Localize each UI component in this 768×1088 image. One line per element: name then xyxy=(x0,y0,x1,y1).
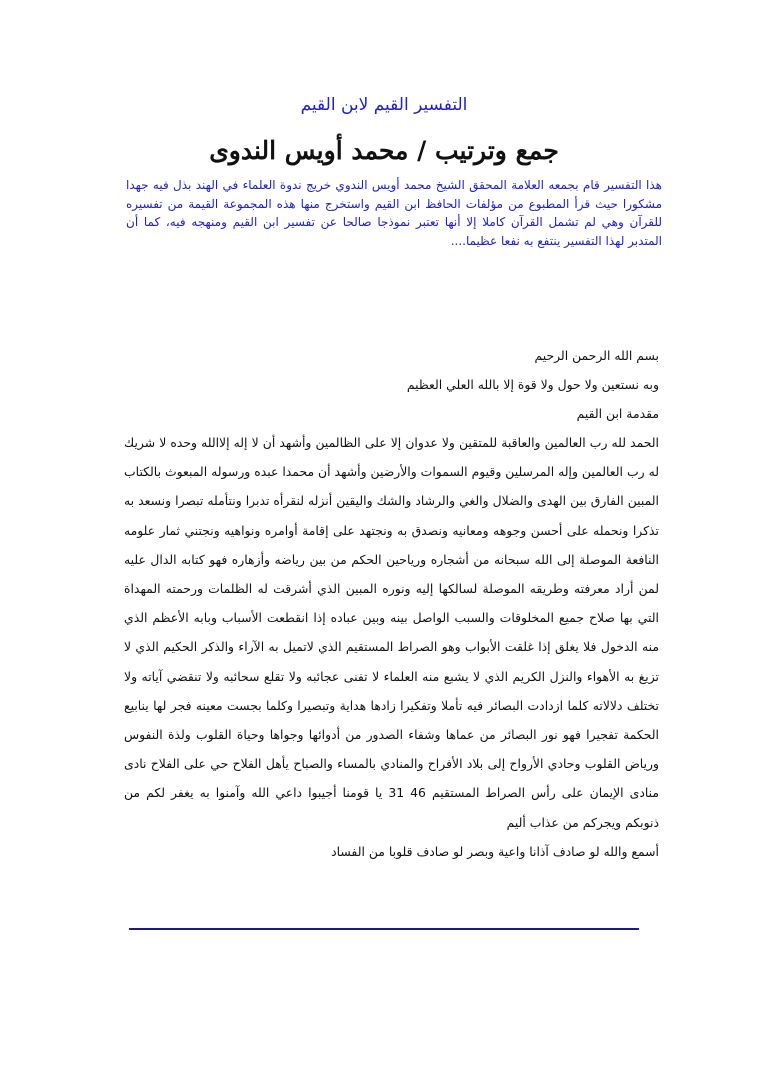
horizontal-rule xyxy=(129,928,639,930)
invocation-line: وبه نستعين ولا حول ولا قوة إلا بالله العلي العظيم xyxy=(406,377,659,392)
section-heading: مقدمة ابن القيم xyxy=(576,406,659,421)
book-title: التفسير القيم لابن القيم xyxy=(300,95,468,115)
main-paragraph: الحمد لله رب العالمين والعاقبة للمتقين ولا عدوان إلا على الظالمين وأشهد أن لا إله إلاالله وحده لا شريك له رب العالمين وإله المرسلين وقيوم السموات والأرضين وأشهد أن محمدا عبده ورسوله المبعوث بالكتاب المبين الفارق بين الهدى والضلال والغي والرشاد والشك واليقين أنزله لنقرأه تدبرا ونتأمله تبصرا ونسعد به تذكرا ونحمله على أحسن وجوهه ومعانيه ونصدق به ونجتهد على إقامة أوامره ونواهيه ونجتني ثمار علومه النافعة الموصلة إلى الله سبحانه من أشجاره ورياحين الحكم من بين رياضه وأزهاره فهو كتابه الدال عليه لمن أراد معرفته وطريقه الموصلة لسالكها إليه ونوره المبين الذي أشرقت له الظلمات ورحمته المهداة التي بها صلاح جميع المخلوقات والسبب الواصل بينه وبين عباده إذا انقطعت الأسباب وبابه الأعظم الذي منه الدخول فلا يغلق إذا غلقت الأبواب وهو الصراط المستقيم الذي لاتميل به الآراء والذكر الحكيم الذي لا تزيغ به الأهواء والنزل الكريم الذي لا يشبع منه العلماء لا تفنى عجائبه ولا تقلع سحائبه ولا تنقضي آياته ولا تختلف دلالاته كلما ازدادت البصائر فيه تأملا وتفكيرا زادها هداية وتبصيرا وكلما بجست معينه فجر لها ينابيع الحكمة تفجيرا فهو نور البصائر من عماها وشفاء الصدور من أدوائها وجواها وحياة القلوب ولذة النفوس ورياض القلوب وحادي الأرواح إلى بلاد الأفراح والمنادي بالمساء والصباح يأهل الفلاح حي على الفلاح نادى منادى الإيمان على رأس الصراط المستقيم 46 31 يا قومنا أجيبوا داعي الله وآمنوا به يغفر لكم من ذنوبكم ويجركم من عذاب أليم xyxy=(124,435,659,830)
body-text xyxy=(124,341,659,866)
closing-line: أسمع والله لو صادف آذانا واعية وبصر لو صادف قلوبا من الفساد xyxy=(331,843,659,859)
basmala: بسم الله الرحمن الرحيم xyxy=(534,348,659,363)
compiler-line: جمع وترتيب / محمد أويس الندوى xyxy=(209,136,559,165)
intro-paragraph: هذا التفسير قام بجمعه العلامة المحقق الشيخ محمد أويس الندوي خريج ندوة العلماء في الهند بذل فيه جهدا مشكورا حيث قرأ المطبوع من مؤلفات الحافظ ابن القيم واستخرج منها هذه المجموعة القيمة من تفسيره للقرآن وهي لم تشمل القرآن كاملا إلا أنها تعتبر نموذجا صالحا عن تفسير ابن القيم ومنهجه فيه، كما أن المتدبر لهذا التفسير ينتفع به نفعا عظيما.... xyxy=(126,178,662,248)
